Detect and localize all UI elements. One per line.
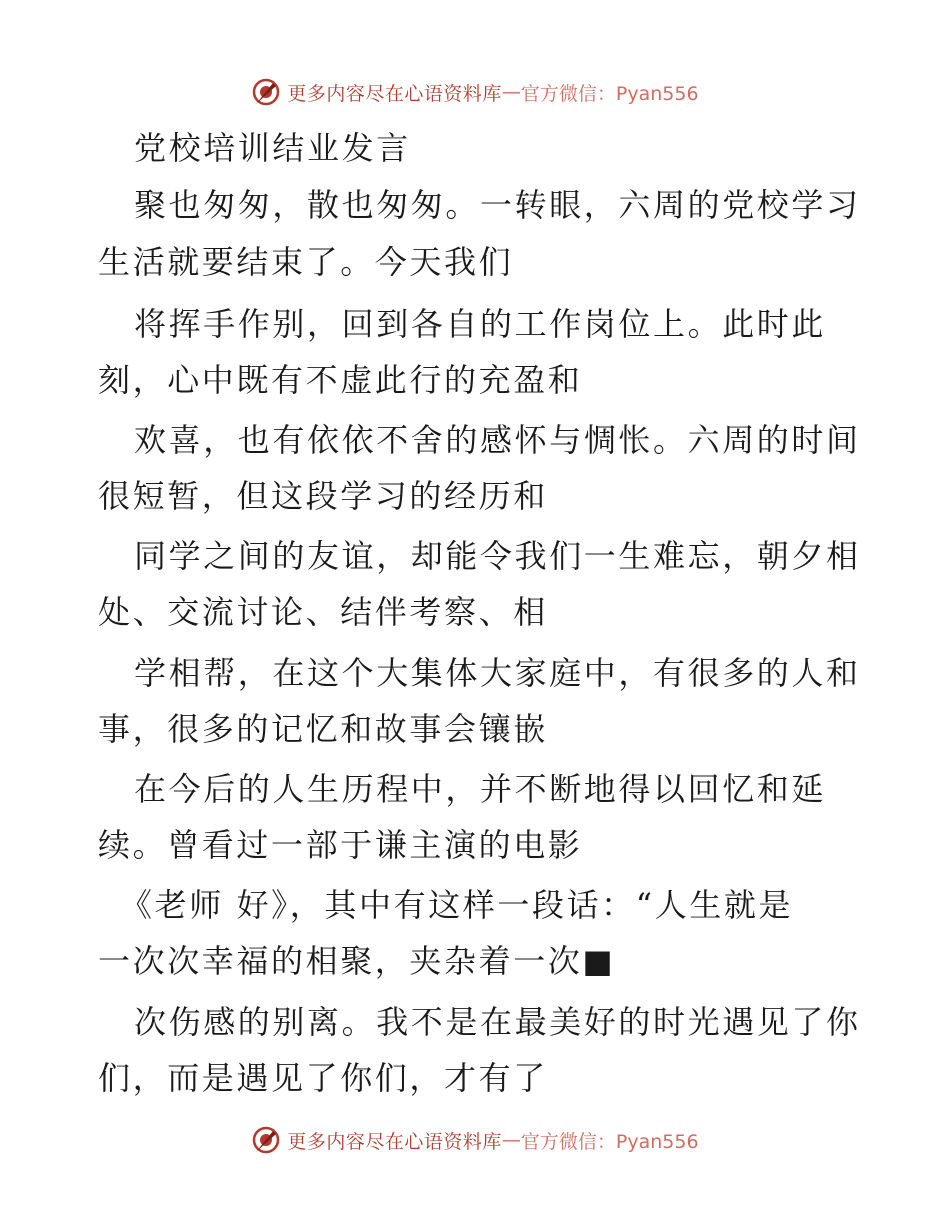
banner-main-text: 更多内容尽在心语资料库 — [287, 1130, 502, 1153]
text-line: 刻，心中既有不虚此行的充盈和 — [98, 361, 583, 399]
banner-dash: — — [501, 81, 521, 103]
text-line: 在今后的人生历程中，并不断地得以回忆和延 — [134, 770, 827, 808]
document-title: 党校培训结业发言 — [134, 129, 411, 167]
text-line: 处、交流讨论、结伴考察、相 — [98, 593, 548, 631]
banner-sub-text: 官方微信：Pyan556 — [520, 82, 699, 105]
banner-dash: — — [501, 1129, 521, 1151]
quill-logo-icon — [251, 77, 281, 107]
text-line: 欢喜，也有依依不舍的感怀与惆怅。六周的时间 — [134, 421, 861, 459]
text-line: 《老师 好》，其中有这样一段话：“人生就是 — [120, 886, 794, 924]
text-line: 事，很多的记忆和故事会镶嵌 — [98, 710, 548, 748]
banner-sub-text: 官方微信：Pyan556 — [520, 1130, 699, 1153]
text-line: 一次次幸福的相聚，夹杂着一次■ — [98, 942, 616, 980]
text-line: 聚也匆匆，散也匆匆。一转眼，六周的党校学习 — [134, 186, 861, 224]
text-line: 生活就要结束了。今天我们 — [98, 243, 514, 281]
footer-watermark-banner — [0, 1120, 950, 1160]
text-line: 续。曾看过一部于谦主演的电影 — [98, 826, 583, 864]
text-line: 将挥手作别，回到各自的工作岗位上。此时此 — [134, 305, 827, 343]
text-line: 次伤感的别离。我不是在最美好的时光遇见了你 — [134, 1003, 861, 1041]
quill-logo-icon — [251, 1125, 281, 1155]
header-watermark-banner — [0, 72, 950, 112]
text-line: 们，而是遇见了你们，才有了 — [98, 1059, 548, 1097]
text-line: 学相帮，在这个大集体大家庭中，有很多的人和 — [134, 654, 861, 692]
text-line: 同学之间的友谊，却能令我们一生难忘，朝夕相 — [134, 537, 861, 575]
text-line: 很短暂，但这段学习的经历和 — [98, 477, 548, 515]
banner-main-text: 更多内容尽在心语资料库 — [287, 82, 502, 105]
